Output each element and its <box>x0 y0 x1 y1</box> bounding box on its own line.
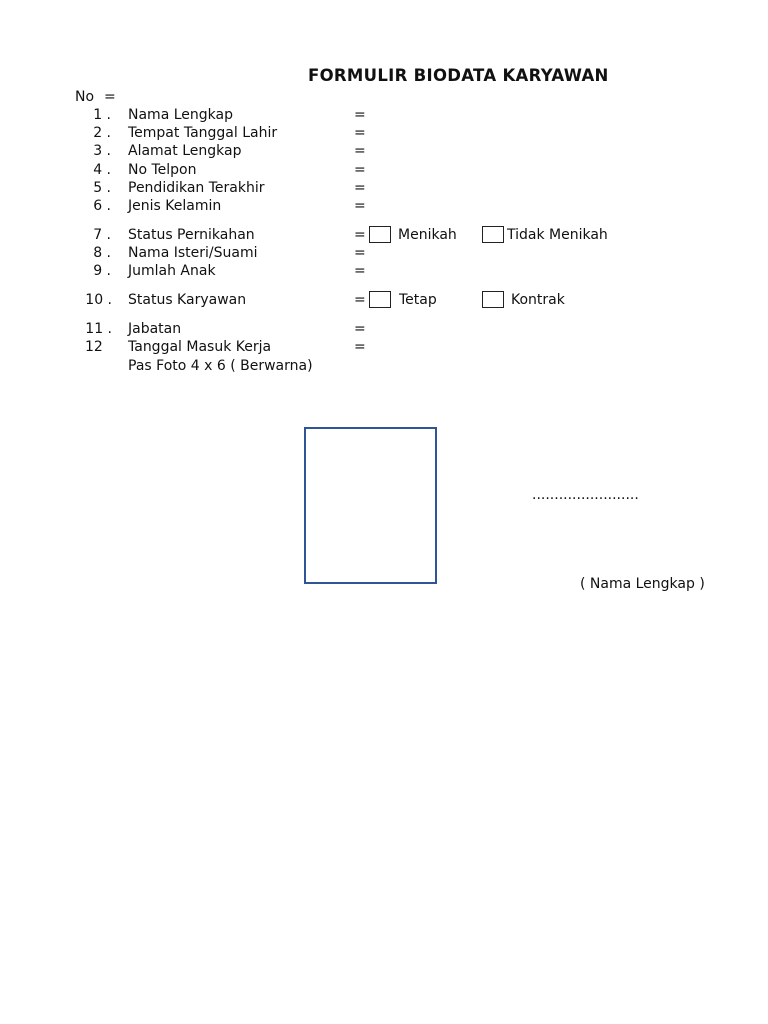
field-number: 7 . <box>93 227 111 243</box>
field-equals: = <box>354 198 366 214</box>
field-label: No Telpon <box>128 162 197 178</box>
field-label: Nama Lengkap <box>128 107 233 123</box>
field-number: 10 . <box>85 292 112 308</box>
option-label-tetap: Tetap <box>399 292 437 308</box>
field-number: 2 . <box>93 125 111 141</box>
checkbox-kontrak[interactable] <box>482 291 504 308</box>
photo-label: Pas Foto 4 x 6 ( Berwarna) <box>128 358 313 374</box>
field-label: Status Pernikahan <box>128 227 255 243</box>
no-equals: = <box>104 89 116 105</box>
field-equals: = <box>354 143 366 159</box>
signature-date-line: ........................ <box>532 487 639 503</box>
field-equals: = <box>354 180 366 196</box>
checkbox-tidak-menikah[interactable] <box>482 226 504 243</box>
field-label: Jenis Kelamin <box>128 198 222 214</box>
checkbox-tetap[interactable] <box>369 291 391 308</box>
field-label: Alamat Lengkap <box>128 143 242 159</box>
option-label-menikah: Menikah <box>398 227 457 243</box>
photo-box[interactable] <box>304 427 437 584</box>
option-label-kontrak: Kontrak <box>511 292 565 308</box>
checkbox-menikah[interactable] <box>369 226 391 243</box>
field-number: 3 . <box>93 143 111 159</box>
field-number: 12 <box>85 339 103 355</box>
field-equals: = <box>354 227 366 243</box>
form-title: FORMULIR BIODATA KARYAWAN <box>308 66 609 85</box>
field-number: 9 . <box>93 263 111 279</box>
option-label-tidak-menikah: Tidak Menikah <box>507 227 608 243</box>
field-number: 11 . <box>85 321 112 337</box>
field-number: 8 . <box>93 245 111 261</box>
field-label: Nama Isteri/Suami <box>128 245 258 261</box>
field-number: 1 . <box>93 107 111 123</box>
no-label: No <box>75 89 95 105</box>
field-number: 6 . <box>93 198 111 214</box>
field-equals: = <box>354 107 366 123</box>
field-label: Tanggal Masuk Kerja <box>128 339 272 355</box>
field-equals: = <box>354 162 366 178</box>
field-label: Jabatan <box>128 321 182 337</box>
field-equals: = <box>354 339 366 355</box>
field-number: 5 . <box>93 180 111 196</box>
signature-name: ( Nama Lengkap ) <box>580 576 705 592</box>
field-label: Tempat Tanggal Lahir <box>128 125 278 141</box>
field-equals: = <box>354 263 366 279</box>
field-label: Pendidikan Terakhir <box>128 180 265 196</box>
field-equals: = <box>354 292 366 308</box>
field-number: 4 . <box>93 162 111 178</box>
field-equals: = <box>354 321 366 337</box>
field-equals: = <box>354 245 366 261</box>
field-equals: = <box>354 125 366 141</box>
field-label: Jumlah Anak <box>128 263 216 279</box>
field-label: Status Karyawan <box>128 292 247 308</box>
